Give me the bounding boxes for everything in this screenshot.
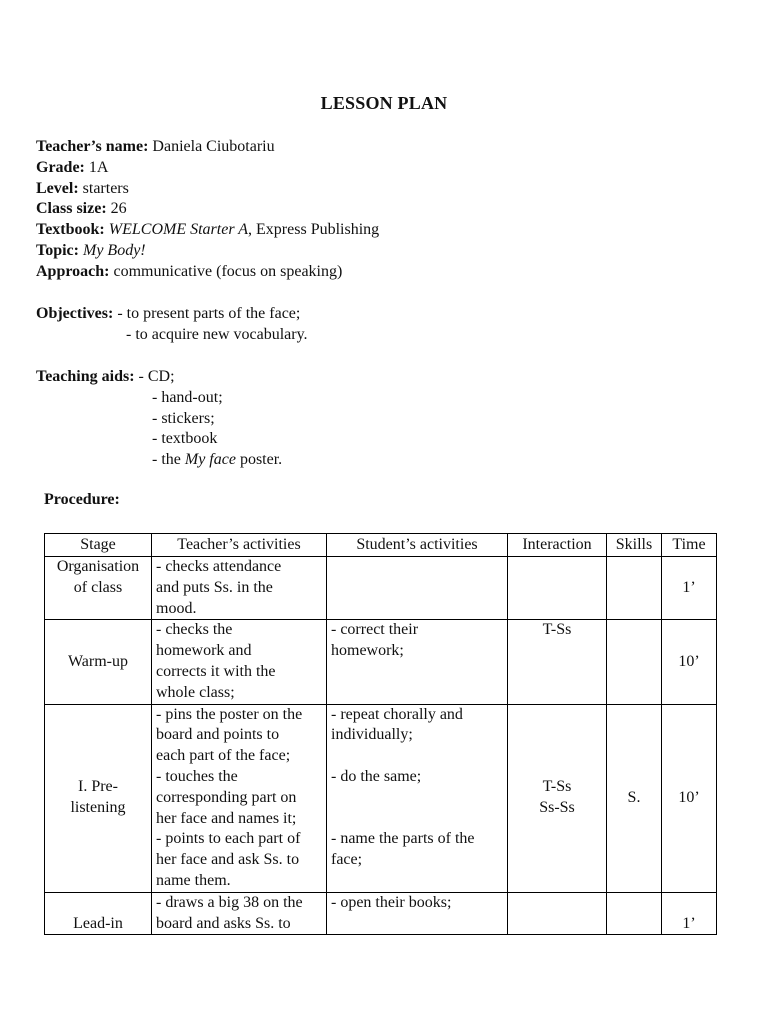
skills-cell [607, 620, 662, 704]
student-activity-cell: - correct their homework; [327, 620, 508, 704]
level-row [36, 179, 379, 200]
aid-prefix: - the [152, 451, 185, 469]
topic-value: My Body! [78, 241, 146, 259]
procedure-table [44, 533, 717, 935]
teacher-activity-cell: - pins the poster on the board and points to each part of the face; - touches the corresponding part on her face and names it; - points to each part of her face and ask Ss. to name them. [152, 704, 327, 892]
time-cell: 10’ [662, 704, 717, 892]
skills-cell [607, 892, 662, 935]
header-student-activities: Student’s activities [327, 534, 508, 557]
interaction-cell [508, 557, 607, 620]
header-stage: Stage [45, 534, 152, 557]
student-activity-text: - repeat chorally and individually; [331, 705, 463, 744]
grade-row [36, 158, 379, 179]
approach-row [36, 262, 379, 283]
objectives-label: Objectives: [36, 305, 114, 322]
level-label: Level: [36, 179, 79, 197]
topic-row [36, 241, 379, 262]
teaching-aid-item: - hand-out; [152, 388, 223, 406]
teacher-activity-cell: - draws a big 38 on the board and asks Ss. to [152, 892, 327, 935]
skills-cell: S. [607, 704, 662, 892]
class-size-label: Class size: [36, 200, 107, 218]
topic-label: Topic: [36, 241, 79, 259]
textbook-publisher: , Express Publishing [248, 221, 380, 239]
stage-cell: I. Pre- listening [45, 704, 152, 892]
level-value: starters [78, 179, 129, 197]
teaching-aid-item: - CD; [138, 368, 175, 385]
stage-cell: Warm-up [45, 620, 152, 704]
stage-cell: Lead-in [45, 892, 152, 935]
objective-item: - to present parts of the face; [117, 305, 301, 322]
stage-cell: Organisation of class [45, 557, 152, 620]
textbook-title: WELCOME Starter A [104, 221, 249, 239]
teaching-aid-item: - stickers; [152, 409, 215, 427]
teaching-aid-item [36, 450, 282, 471]
objective-item: - to acquire new vocabulary. [126, 325, 308, 343]
class-size-value: 26 [106, 200, 127, 218]
header-skills: Skills [607, 534, 662, 557]
teacher-name-row [36, 137, 379, 158]
time-cell: 1’ [662, 892, 717, 935]
page-title: LESSON PLAN [320, 93, 448, 113]
teaching-aids-label: Teaching aids: [36, 368, 135, 385]
class-size-row [36, 199, 379, 220]
teacher-name-value: Daniela Ciubotariu [148, 138, 275, 155]
grade-label: Grade: [36, 158, 85, 176]
table-row [45, 892, 717, 935]
student-activity-text: - do the same; [331, 767, 422, 785]
teacher-activity-cell: - checks attendance and puts Ss. in the mood. [152, 557, 327, 620]
table-row [45, 704, 717, 892]
grade-value: 1A [84, 158, 109, 176]
teacher-activity-cell: - checks the homework and corrects it with the whole class; [152, 620, 327, 704]
approach-value: communicative (focus on speaking) [109, 262, 343, 280]
time-cell: 10’ [662, 620, 717, 704]
table-header-row [45, 534, 717, 557]
interaction-cell: T-Ss Ss-Ss [508, 704, 607, 892]
table-row [45, 557, 717, 620]
lesson-info [36, 137, 379, 283]
header-teacher-activities: Teacher’s activities [152, 534, 327, 557]
student-activity-cell [327, 557, 508, 620]
student-activity-cell [327, 704, 508, 892]
teaching-aids-section [36, 367, 282, 471]
teacher-name-label: Teacher’s name: [36, 138, 149, 155]
procedure-heading: Procedure: [44, 491, 120, 508]
time-cell: 1’ [662, 557, 717, 620]
approach-label: Approach: [36, 262, 110, 280]
textbook-row [36, 220, 379, 241]
student-activity-cell: - open their books; [327, 892, 508, 935]
interaction-cell: T-Ss [508, 620, 607, 704]
aid-poster-name: My face [184, 451, 236, 469]
header-interaction: Interaction [508, 534, 607, 557]
aid-suffix: poster. [235, 451, 283, 469]
table-row [45, 620, 717, 704]
objectives-section [36, 304, 308, 346]
teaching-aid-item: - textbook [152, 430, 218, 448]
header-time: Time [662, 534, 717, 557]
interaction-cell [508, 892, 607, 935]
textbook-label: Textbook: [36, 221, 105, 239]
skills-cell [607, 557, 662, 620]
student-activity-text: - name the parts of the face; [331, 830, 475, 869]
